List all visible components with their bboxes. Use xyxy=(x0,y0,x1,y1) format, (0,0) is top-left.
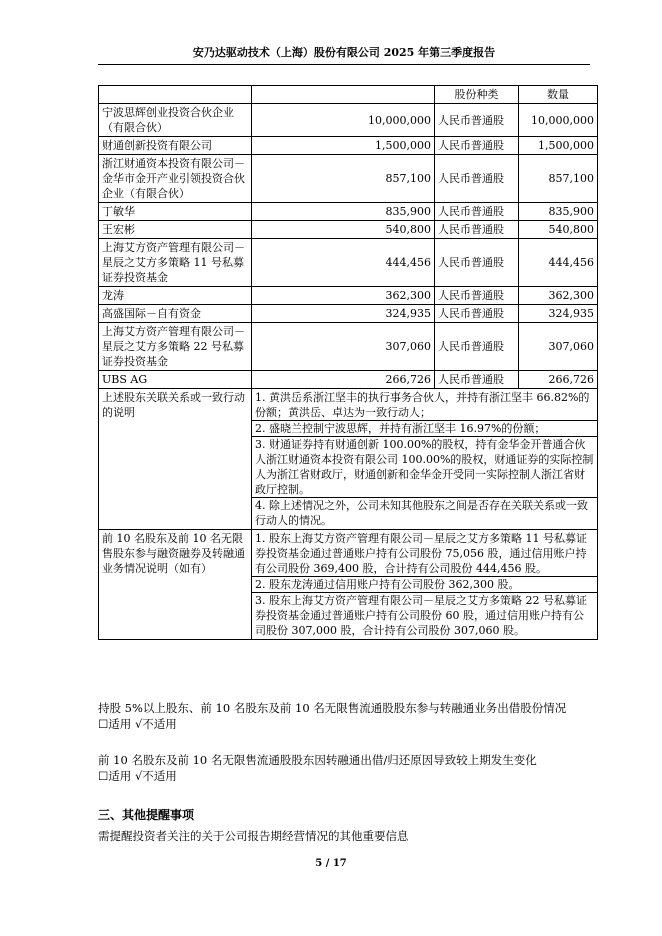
table-row xyxy=(99,305,598,323)
lending-paragraph xyxy=(98,700,566,732)
lending-options: ☐适用 √不适用 xyxy=(98,717,177,731)
share-kind: 人民币普通股 xyxy=(435,287,519,305)
share-count: 540,800 xyxy=(252,221,435,239)
page-header: 安乃达驱动技术（上海）股份有限公司 2025 年第三季度报告 xyxy=(98,46,590,65)
table-row xyxy=(99,323,598,371)
share-quantity: 362,300 xyxy=(519,287,598,305)
table-row xyxy=(99,239,598,287)
relation-row xyxy=(99,389,598,530)
share-quantity: 307,060 xyxy=(519,323,598,371)
share-kind: 人民币普通股 xyxy=(435,239,519,287)
share-kind: 人民币普通股 xyxy=(435,137,519,155)
relation-note: 3. 财通证券持有财通创新 100.00%的股权，持有金华金开普通合伙人浙江财通资本投资有限公司 100.00%的股权，财通证券的实际控制人为浙江省财政厅，财通创新和金华金开受同一实际控制人浙江省财政厅控制。 xyxy=(252,436,597,497)
share-quantity: 835,900 xyxy=(519,203,598,221)
relation-label: 上述股东关联关系或一致行动的说明 xyxy=(99,389,252,530)
table-row xyxy=(99,137,598,155)
share-count: 1,500,000 xyxy=(252,137,435,155)
table-row xyxy=(99,287,598,305)
shareholder-name: 宁波思辉创业投资合伙企业（有限合伙） xyxy=(99,104,252,137)
shareholder-name: 上海艾方资产管理有限公司－星辰之艾方多策略 22 号私募证券投资基金 xyxy=(99,323,252,371)
header-share-kind: 股份种类 xyxy=(435,86,519,104)
share-count: 266,726 xyxy=(252,371,435,389)
change-options: ☐适用 √不适用 xyxy=(98,769,177,783)
share-quantity: 857,100 xyxy=(519,155,598,203)
header-blank-name xyxy=(99,86,252,104)
share-kind: 人民币普通股 xyxy=(435,305,519,323)
margin-label: 前 10 名股东及前 10 名无限售股东参与融资融券及转融通业务情况说明（如有） xyxy=(99,530,252,640)
share-kind: 人民币普通股 xyxy=(435,203,519,221)
share-count: 307,060 xyxy=(252,323,435,371)
shareholder-name: 财通创新投资有限公司 xyxy=(99,137,252,155)
share-count: 362,300 xyxy=(252,287,435,305)
relation-notes xyxy=(252,389,598,530)
share-kind: 人民币普通股 xyxy=(435,221,519,239)
share-quantity: 444,456 xyxy=(519,239,598,287)
share-count: 10,000,000 xyxy=(252,104,435,137)
share-count: 835,900 xyxy=(252,203,435,221)
change-text: 前 10 名股东及前 10 名无限售流通股股东因转融通出借/归还原因导致较上期发生变化 xyxy=(98,753,537,767)
table-header-row xyxy=(99,86,598,104)
share-kind: 人民币普通股 xyxy=(435,155,519,203)
share-count: 857,100 xyxy=(252,155,435,203)
table-row xyxy=(99,221,598,239)
header-blank-shares xyxy=(252,86,435,104)
share-kind: 人民币普通股 xyxy=(435,323,519,371)
page-number: 5 / 17 xyxy=(315,858,347,869)
share-count: 324,935 xyxy=(252,305,435,323)
shareholder-name: 丁敏华 xyxy=(99,203,252,221)
shareholder-name: 王宏彬 xyxy=(99,221,252,239)
margin-note: 3. 股东上海艾方资产管理有限公司－星辰之艾方多策略 22 号私募证券投资基金通过普通账户持有公司股份 60 股，通过信用账户持有公司股份 307,000 股，合计持有公司股份 307,060 股。 xyxy=(252,592,597,638)
relation-note: 1. 黄洪岳系浙江坚丰的执行事务合伙人，并持有浙江坚丰 66.82%的份额；黄洪岳、卓达为一致行动人； xyxy=(255,391,590,419)
share-kind: 人民币普通股 xyxy=(435,371,519,389)
share-quantity: 540,800 xyxy=(519,221,598,239)
shareholder-table xyxy=(98,85,598,640)
margin-note: 2. 股东龙涛通过信用账户持有公司股份 362,300 股。 xyxy=(252,576,597,592)
shareholder-name: 高盛国际－自有资金 xyxy=(99,305,252,323)
shareholder-name: 上海艾方资产管理有限公司－星辰之艾方多策略 11 号私募证券投资基金 xyxy=(99,239,252,287)
section-desc: 需提醒投资者关注的关于公司报告期经营情况的其他重要信息 xyxy=(98,829,409,843)
share-quantity: 266,726 xyxy=(519,371,598,389)
table-row xyxy=(99,104,598,137)
margin-row xyxy=(99,530,598,640)
shareholder-name: 龙涛 xyxy=(99,287,252,305)
shareholder-name: UBS AG xyxy=(99,371,252,389)
table-row xyxy=(99,155,598,203)
change-paragraph xyxy=(98,752,537,784)
share-count: 444,456 xyxy=(252,239,435,287)
header-quantity: 数量 xyxy=(519,86,598,104)
share-quantity: 324,935 xyxy=(519,305,598,323)
table-row xyxy=(99,203,598,221)
share-quantity: 10,000,000 xyxy=(519,104,598,137)
lending-text: 持股 5%以上股东、前 10 名股东及前 10 名无限售流通股股东参与转融通业务出借股份情况 xyxy=(98,701,567,715)
share-quantity: 1,500,000 xyxy=(519,137,598,155)
margin-note: 1. 股东上海艾方资产管理有限公司－星辰之艾方多策略 11 号私募证券投资基金通过普通账户持有公司股份 75,056 股，通过信用账户持有公司股份 369,400 股，合计持有公司股份 444,456 股。 xyxy=(255,532,587,575)
margin-notes xyxy=(252,530,598,640)
shareholder-name: 浙江财通资本投资有限公司－金华市金开产业引领投资合伙企业（有限合伙） xyxy=(99,155,252,203)
table-row xyxy=(99,371,598,389)
relation-note: 2. 盛晓兰控制宁波思辉，并持有浙江坚丰 16.97%的份额； xyxy=(252,420,597,436)
section-title: 三、其他提醒事项 xyxy=(98,808,195,822)
share-kind: 人民币普通股 xyxy=(435,104,519,137)
table-body xyxy=(99,104,598,389)
relation-note: 4. 除上述情况之外，公司未知其他股东之间是否存在关联关系或一致行动人的情况。 xyxy=(252,497,597,528)
